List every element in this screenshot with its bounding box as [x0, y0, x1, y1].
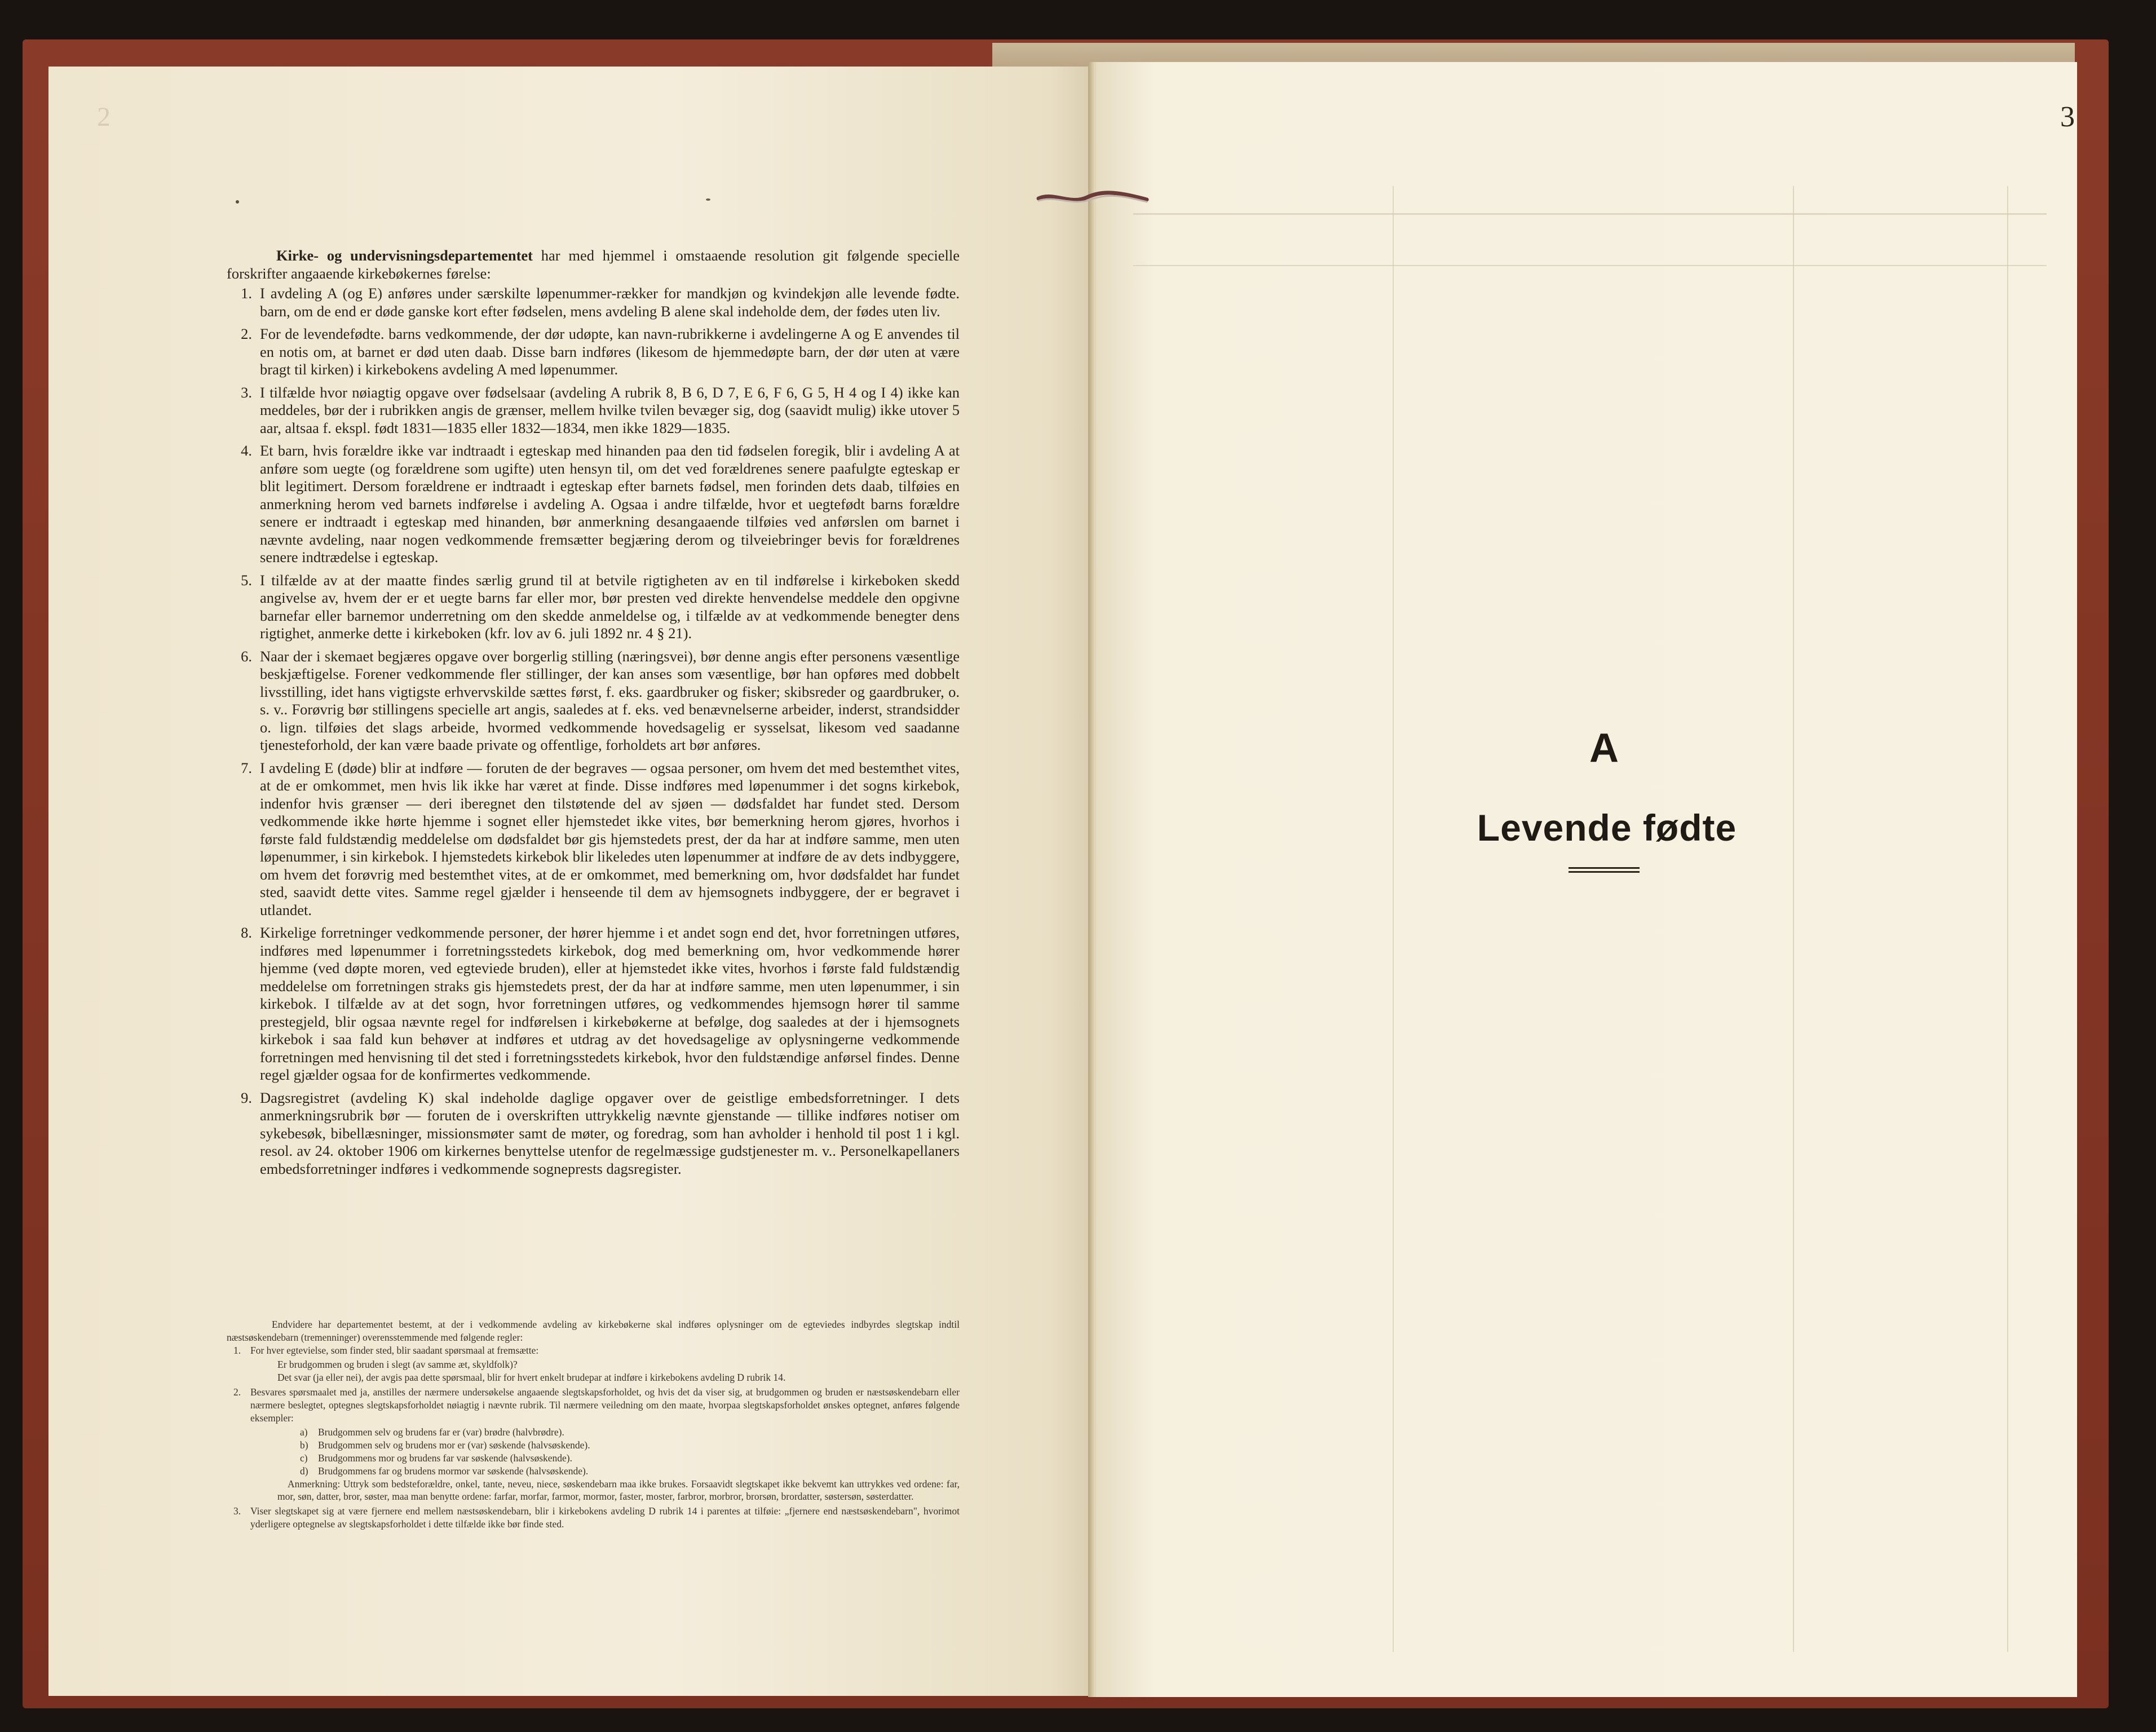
rule-number: 7.	[241, 759, 252, 776]
appendix-text: Viser slegtskapet sig at være fjernere end mellem næstsøskendebarn, blir i kirkebokens avdeling D rubrik 14 i parentes at tilføie: „fjernere end næstsøskendebarn", hvorimot yderligere optegnelse av slegtskapsforholdet i dette tilfælde ikke bør finde sted.	[250, 1505, 960, 1530]
department-name: Kirke- og undervisningsdepartementet	[276, 247, 533, 264]
section-letter: A	[1589, 726, 1619, 771]
instructions-block	[227, 247, 960, 1183]
rule-item	[227, 384, 960, 438]
example-label: a)	[300, 1426, 308, 1438]
rule-number: 3.	[241, 383, 252, 401]
rule-item	[227, 325, 960, 379]
section-title: Levende fødte	[1477, 807, 1737, 849]
intro-text: har med hjemmel i omstaaende resolution git følgende specielle forskrifter angaaende kirkebøkernes førelse:	[227, 247, 960, 282]
right-page	[1096, 62, 2077, 1697]
rule-text: For de levendefødte. barns vedkommende, der dør udøpte, kan navn-rubrikkerne i avdelingerne A og E anvendes til en notis om, at barnet er død uten daab. Disse barn indføres (likesom de hjemmedøpte barn, der dør uten at være bragt til kirken) i kirkebokens avdeling A med løpenummer.	[260, 325, 960, 378]
rule-item	[227, 648, 960, 754]
title-double-rule	[1569, 867, 1640, 873]
ink-speck	[706, 198, 710, 201]
appendix-text: Besvares spørsmaalet med ja, anstilles der nærmere undersøkelse angaaende slegtskapsforholdet, og hvis det da viser sig, at brudgommen og bruden er næstsøskendebarn eller nærmere beslegtet, optegnes slegtskapsforholdet nøiagtig i nævnte rubrik. Til nærmere veiledning om den maate, hvorpaa slegtskapsforholdet ønskes optegnet, anføres følgende eksempler:	[250, 1386, 960, 1424]
faint-page-number: 2	[97, 102, 111, 132]
rule-text: Et barn, hvis forældre ikke var indtraadt i egteskap med hinanden paa den tid fødselen foregik, blir i avdeling A at anføre som uegte (og forældrene som ugifte) uten hensyn til, om det ved forældrenes senere paafulgte egteskap er blit legitimert. Dersom forældrene er indtraadt i egteskap efter barnets fødsel, men forinden dets daab, tilføies en anmerkning herom ved barnets indførelse i avdeling A. Ogsaa i andre tilfælde, hvor et uegtefødt barns forældre senere er indtraadt i egteskap med hinanden, bør anmerkning desangaaende tilføies ved anførslen om barnet i nævnte avdeling, naar nogen vedkommende fremsætter begjæring derom og tilveiebringer bevis for forældrenes senere indtrædelse i egteskap.	[260, 442, 960, 565]
ink-speck	[236, 200, 239, 204]
appendix-note: Anmerkning: Uttryk som bedsteforældre, onkel, tante, neveu, niece, søskendebarn maa ikke brukes. Forsaavidt slegtskapet ikke bekvemt kan uttrykkes ved ordene: far, mor, søn, datter, bror, søster, maa man benytte ordene: farfar, morfar, farmor, mormor, faster, moster, farbror, morbror, brorsøn, brordatter, søstersøn, søsterdatter.	[277, 1478, 960, 1503]
example-text: Brudgommens far og brudens mormor var søskende (halvsøskende).	[318, 1465, 589, 1477]
appendix-example	[227, 1452, 960, 1465]
appendix-item	[227, 1505, 960, 1531]
appendix-block	[227, 1318, 960, 1532]
bleed-through-rule	[2007, 186, 2008, 1652]
rule-number: 4.	[241, 442, 252, 459]
rule-item	[227, 442, 960, 567]
appendix-number: 1.	[233, 1344, 241, 1356]
example-text: Brudgommens mor og brudens far var søskende (halvsøskende).	[318, 1452, 573, 1464]
appendix-answer-rule: Det svar (ja eller nei), der avgis paa dette spørsmaal, blir for hvert enkelt brudepar at indføre i kirkebokens avdeling D rubrik 14.	[277, 1372, 786, 1384]
rule-item	[227, 285, 960, 320]
appendix-intro: Endvidere har departementet bestemt, at der i vedkommende avdeling av kirkebøkerne skal indføres oplysninger om de egteviedes indbyrdes slegtskap indtil næstsøskendebarn (tremenninger) overensstemmende med følgende regler:	[227, 1319, 960, 1343]
rule-number: 6.	[241, 647, 252, 665]
example-text: Brudgommen selv og brudens far er (var) brødre (halvbrødre).	[318, 1426, 564, 1438]
appendix-item	[227, 1344, 960, 1357]
rule-text: Dagsregistret (avdeling K) skal indeholde daglige opgaver over de geistlige embedsforretninger. I dets anmerkningsrubrik bør — foruten de i overskriften uttrykkelig nævnte gjenstande — tillike indføres notiser om sykebesøk, bibellæsninger, missionsmøter samt de møter, og foredrag, som han avholder i henhold til post 1 i kgl. resol. av 24. oktober 1906 om kirkernes benyttelse utenfor de regelmæssige gudstjenester m. v.. Personelkapellaners embedsforretninger indføres i vedkommende sogneprests dagsregister.	[260, 1089, 960, 1177]
instructions-intro	[227, 247, 960, 282]
rule-item	[227, 1089, 960, 1178]
page-number: 3	[2060, 101, 2075, 133]
rule-item	[227, 572, 960, 643]
example-label: b)	[300, 1439, 308, 1451]
example-label: d)	[300, 1465, 308, 1477]
rule-text: Naar der i skemaet begjæres opgave over borgerlig stilling (næringsvei), bør denne angis efter personens væsentlige beskjæftigelse. Forener vedkommende fler stillinger, der kan anses som væsentlige, bør han opføres med dobbelt livsstilling, idet hans vigtigste erhvervskilde sættes først, f. eks. gaardbruker og fisker; skibsreder og gaardbruker, o. s. v.. Forøvrig bør stillingens specielle art angis, saaledes at f. eks. ved benævnelserne arbeider, inderst, strandsidder o. lign. tilføies det slags arbeide, hvormed vedkommende hovedsagelig er sysselsat, likesom ved saadanne tjenesteforhold, der kan være baade private og offentlige, forholdets art bør anføres.	[260, 647, 960, 753]
bleed-through-rule	[1133, 265, 2047, 266]
appendix-example	[227, 1439, 960, 1452]
rule-number: 5.	[241, 571, 252, 589]
rule-item	[227, 924, 960, 1084]
rule-number: 8.	[241, 924, 252, 941]
rule-text: I avdeling A (og E) anføres under særskilte løpenummer-rækker for mandkjøn og kvindekjøn alle levende fødte. barn, om de end er døde ganske kort efter fødselen, mens avdeling B alene skal indeholde dem, der fødes uten liv.	[260, 285, 960, 320]
bleed-through-rule	[1393, 186, 1394, 1652]
appendix-item	[227, 1386, 960, 1424]
appendix-question: Er brudgommen og bruden i slegt (av samme æt, skyldfolk)?	[277, 1359, 518, 1371]
appendix-number: 3.	[233, 1505, 241, 1517]
rule-number: 2.	[241, 325, 252, 342]
rule-item	[227, 759, 960, 920]
bleed-through-rule	[1133, 213, 2047, 215]
example-label: c)	[300, 1452, 308, 1464]
rule-text: Kirkelige forretninger vedkommende personer, der hører hjemme i et andet sogn end det, hvor forretningen utføres, indføres med løpenummer i forretningsstedets kirkebok, dog med bemerkning om, hvor vedkommende hører hjemme (ved døpte moren, ved egteviede bruden), eller at hjemstedet ikke vites, hvorhos i første fald fuldstændig meddelelse om forretningen straks gis hjemstedets prest, der da har at indføre samme, men uten løpenummer, i sin kirkebok. I tilfælde av at det sogn, hvor forretningen utføres, og vedkommendes hjemsogn hører til samme prestegjeld, blir ogsaa nævnte regel for indførelsen i kirkebøkerne at befølge, dog saaledes at der i hjemsognets kirkebok i saa fald kun behøver at indføres et utdrag av det hovedsagelige av oplysningerne vedkommende forretningen med henvisning til det sted i forretningsstedets kirkebok, hvor den fuldstændige anførsel findes. Denne regel gjælder ogsaa for de konfirmertes vedkommende.	[260, 924, 960, 1083]
rule-number: 9.	[241, 1089, 252, 1106]
appendix-example	[227, 1465, 960, 1478]
example-text: Brudgommen selv og brudens mor er (var) søskende (halvsøskende).	[318, 1439, 590, 1451]
bookmark-ribbon	[1036, 191, 1149, 206]
bleed-through-rule	[1793, 186, 1794, 1652]
appendix-text: For hver egtevielse, som finder sted, blir saadant spørsmaal at fremsætte:	[250, 1344, 539, 1356]
appendix-number: 2.	[233, 1386, 241, 1398]
rule-text: I avdeling E (døde) blir at indføre — foruten de der begraves — ogsaa personer, om hvem det med bestemthet vites, at de er omkommet, men hvis lik ikke har været at finde. Disse indføres med løpenummer i det sogns kirkebok, indenfor hvis grænser — deri iberegnet den tilstøtende del av sjøen — dødsfaldet har fundet sted. Dersom vedkommende ikke hørte hjemme i sognet eller hjemstedet ikke vites, bør bemerkning herom gjøres, hvorhos i første fald fuldstændig meddelelse om dødsfaldet bør gis hjemstedets prest, der da har at indføre samme, men uten løpenummer, i sin kirkebok. I hjemstedets kirkebok blir likeledes uten løpenummer at indføre de av dets indbyggere, om hvem det forøvrig med bestemthet vites, at de er omkommet, med bemerkning om, hvor dødsfaldet har fundet sted, saavidt dette vites. Samme regel gjælder i henseende til dem av hjemsognets indbyggere, der er begravet i utlandet.	[260, 759, 960, 918]
appendix-example	[227, 1426, 960, 1439]
rule-number: 1.	[241, 285, 252, 302]
rule-text: I tilfælde hvor nøiagtig opgave over fødselsaar (avdeling A rubrik 8, B 6, D 7, E 6, F 6, G 5, H 4 og I 4) ikke kan meddeles, bør der i rubrikken angis de grænser, mellem hvilke tvilen bevæger sig, dog (saavidt mulig) ikke utover 5 aar, altsaa f. ekspl. født 1831—1835 eller 1832—1834, men ikke 1829—1835.	[260, 383, 960, 436]
rule-text: I tilfælde av at der maatte findes særlig grund til at betvile rigtigheten av en til indførelse i kirkeboken skedd angivelse av, hvem der er et uegte barns far eller mor, bør presten ved direkte henvendelse meddele den opgivne barnefar eller barnemor underretning om den skedde anmeldelse og, i tilfælde av at vedkommende benegter dens rigtighet, anmerke dette i kirkeboken (kfr. lov av 6. juli 1892 nr. 4 § 21).	[260, 571, 960, 642]
